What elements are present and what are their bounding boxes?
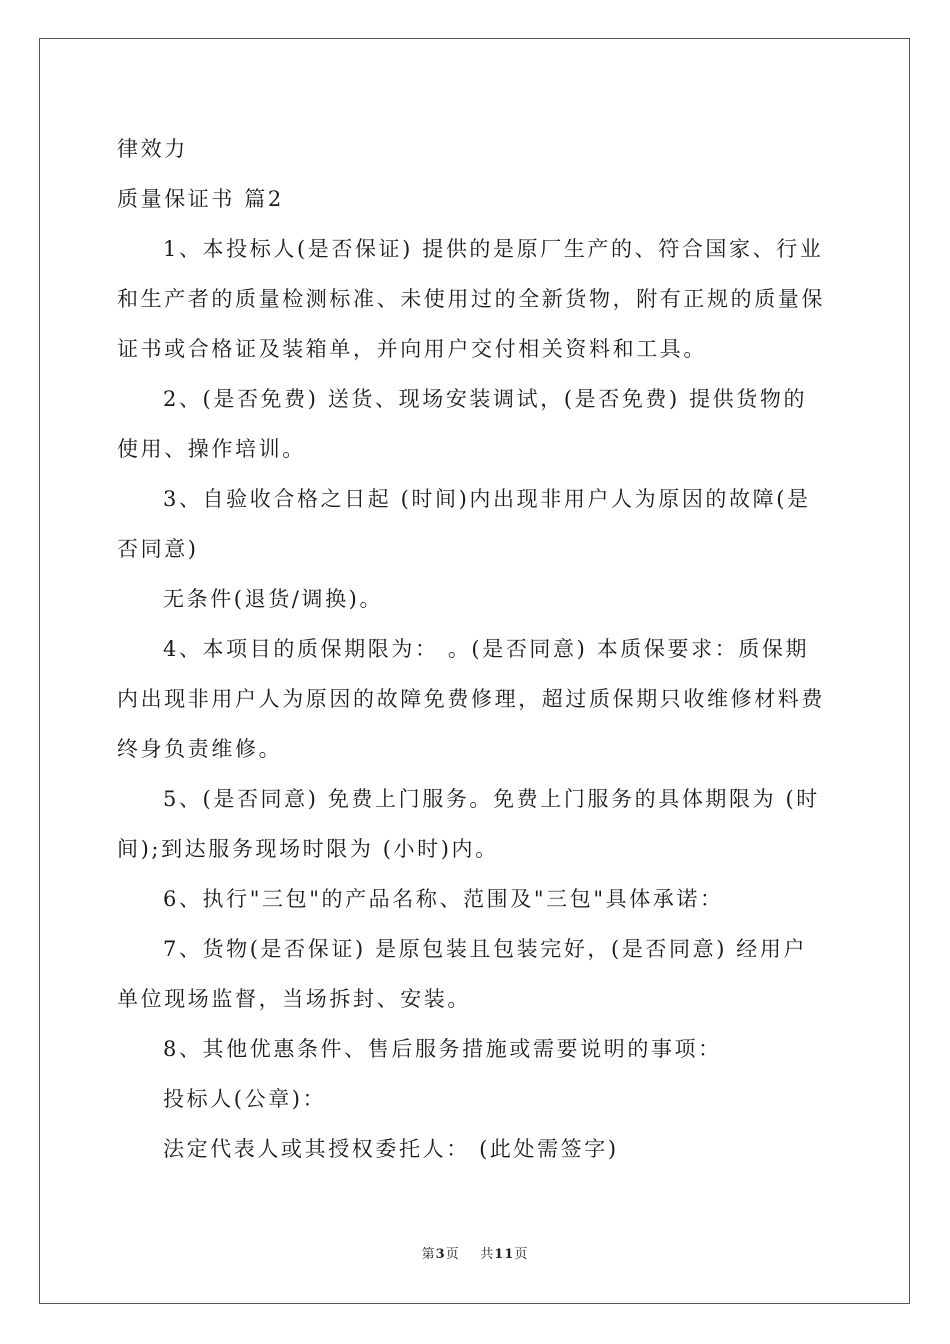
item-1-line-2: 和生产者的质量检测标准、未使用过的全新货物，附有正规的质量保 xyxy=(117,287,825,311)
item-3-line-3: 无条件(退货/调换)。 xyxy=(163,587,384,611)
item-2-line-1: 2、(是否免费) 送货、现场安装调试，(是否免费) 提供货物的 xyxy=(163,387,808,411)
item-5-line-2: 间);到达服务现场时限为 (小时)内。 xyxy=(117,837,499,861)
page-border xyxy=(39,38,910,1304)
bidder-seal-line: 投标人(公章)： xyxy=(163,1087,327,1111)
footer-total-pages: 11 xyxy=(494,1247,515,1262)
item-4-line-3: 终身负责维修。 xyxy=(117,737,283,761)
item-8-line-1: 8、其他优惠条件、售后服务措施或需要说明的事项： xyxy=(163,1037,722,1061)
footer-total-suffix: 页 xyxy=(514,1247,529,1262)
item-7-line-2: 单位现场监督，当场拆封、安装。 xyxy=(117,987,471,1011)
item-5-line-1: 5、(是否同意) 免费上门服务。免费上门服务的具体期限为 (时 xyxy=(163,787,820,811)
footer-total-prefix: 共 xyxy=(480,1247,495,1262)
item-3-line-2: 否同意) xyxy=(117,537,199,561)
item-3-line-1: 3、自验收合格之日起 (时间)内出现非用户人为原因的故障(是 xyxy=(163,487,811,511)
footer-page-suffix: 页 xyxy=(445,1247,460,1262)
item-1-line-1: 1、本投标人(是否保证) 提供的是原厂生产的、符合国家、行业 xyxy=(163,237,824,261)
item-7-line-1: 7、货物(是否保证) 是原包装且包装完好，(是否同意) 经用户 xyxy=(163,937,808,961)
footer-page-prefix: 第 xyxy=(421,1247,436,1262)
item-4-line-2: 内出现非用户人为原因的故障免费修理，超过质保期只收维修材料费 xyxy=(117,687,825,711)
item-4-line-1: 4、本项目的质保期限为： 。(是否同意) 本质保要求：质保期 xyxy=(163,637,810,661)
section-heading: 质量保证书 篇2 xyxy=(117,187,284,211)
text-line-continuation: 律效力 xyxy=(117,137,188,161)
footer-page-number: 3 xyxy=(435,1247,446,1262)
legal-representative-line: 法定代表人或其授权委托人： (此处需签字) xyxy=(163,1137,619,1161)
item-6-line-1: 6、执行"三包"的产品名称、范围及"三包"具体承诺： xyxy=(163,887,724,911)
item-1-line-3: 证书或合格证及装箱单，并向用户交付相关资料和工具。 xyxy=(117,337,707,361)
page-footer xyxy=(0,1243,950,1262)
item-2-line-2: 使用、操作培训。 xyxy=(117,437,306,461)
